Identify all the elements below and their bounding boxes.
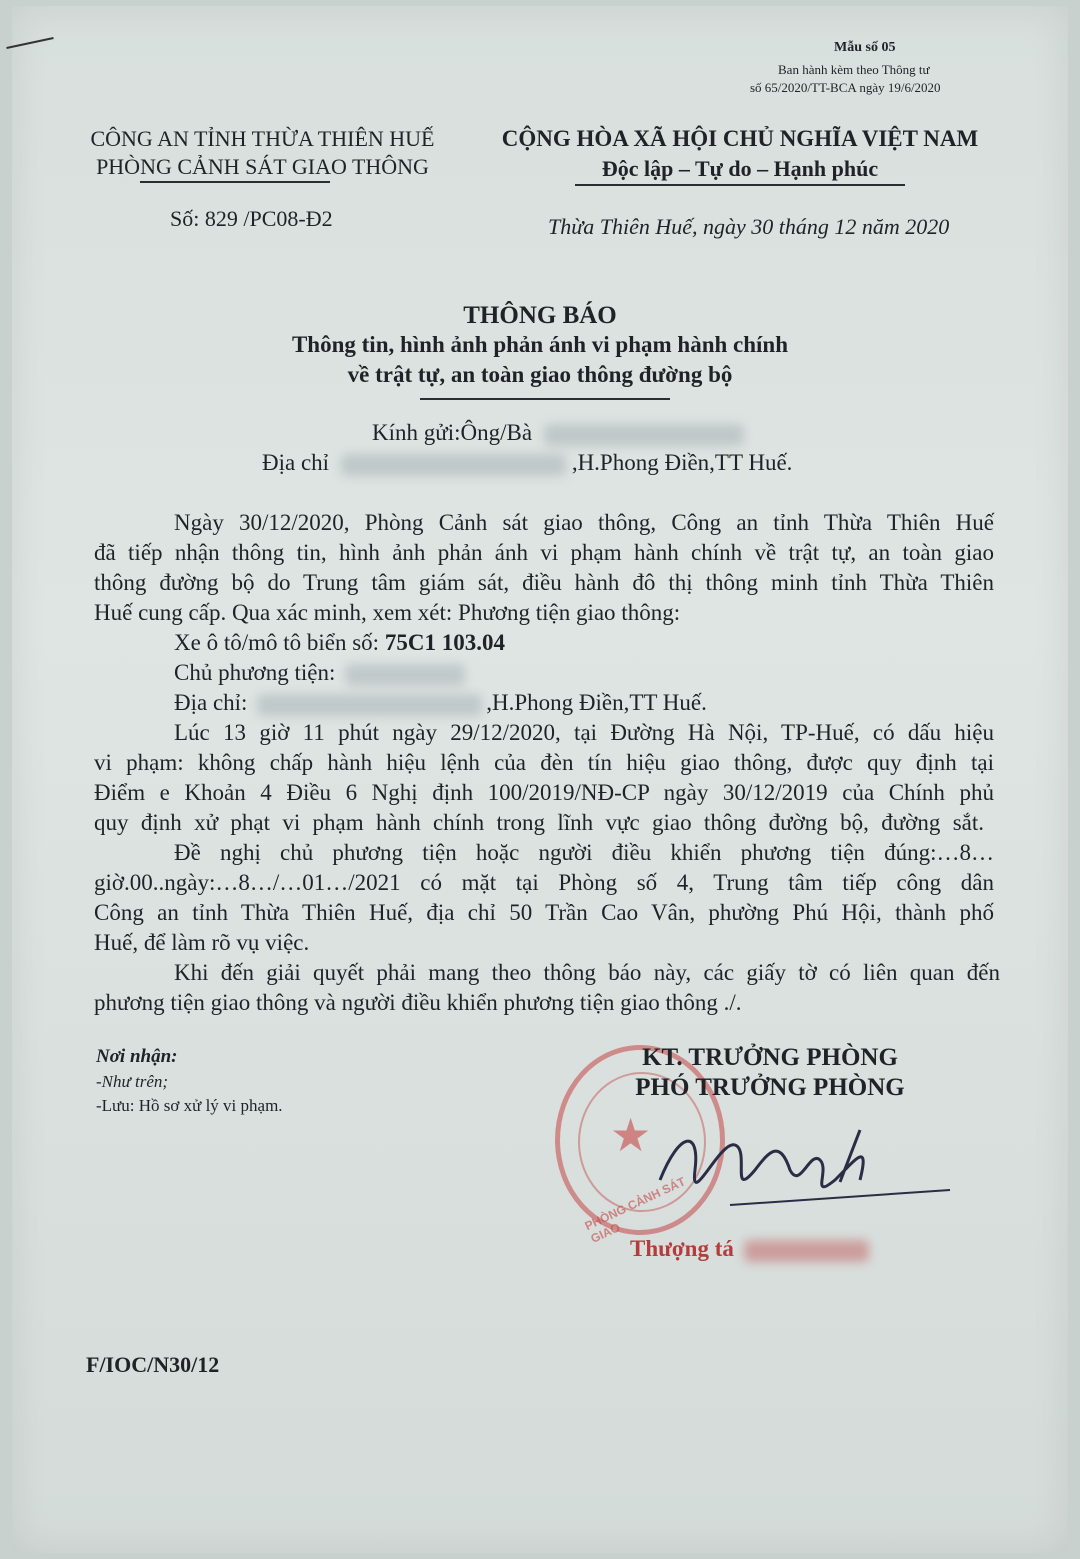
form-issued-by: Ban hành kèm theo Thông tư xyxy=(778,62,930,77)
document-number: Số: 829 /PC08-Đ2 xyxy=(170,206,333,231)
redacted-owner-address xyxy=(257,694,482,716)
department-underline xyxy=(140,181,330,183)
address-label: Địa chỉ xyxy=(262,450,330,475)
footer-code: F/IOC/N30/12 xyxy=(86,1352,220,1377)
recipient-item-2: -Lưu: Hồ sơ xử lý vi phạm. xyxy=(96,1096,283,1115)
owner-address-line xyxy=(174,688,707,718)
vehicle-line xyxy=(174,628,505,658)
owner-line xyxy=(174,658,465,688)
signer-rank-line xyxy=(630,1236,869,1262)
body-p4-line2: phương tiện giao thông và người điều khiển phương tiện giao thông ./. xyxy=(94,990,742,1015)
national-motto: Độc lập – Tự do – Hạnh phúc xyxy=(601,156,879,181)
recipient-line xyxy=(372,420,744,446)
signature-title-2: PHÓ TRƯỞNG PHÒNG xyxy=(635,1074,905,1101)
motto-underline xyxy=(575,184,905,186)
redacted-owner xyxy=(345,664,465,686)
issue-date: Thừa Thiên Huế, ngày 30 tháng 12 năm 2020 xyxy=(548,214,950,239)
recipients-title: Nơi nhận: xyxy=(96,1046,178,1067)
document-subtitle-2: về trật tự, an toàn giao thông đường bộ xyxy=(347,362,733,387)
vehicle-label: Xe ô tô/mô tô biển số: xyxy=(174,630,380,655)
recipient-address-line xyxy=(262,450,792,476)
body-p1-line2: đã tiếp nhận thông tin, hình ảnh phản ánh vi phạm hành chính về trật tự, an toàn giao xyxy=(94,540,994,565)
owner-address-tail: ,H.Phong Điền,TT Huế. xyxy=(486,690,707,715)
signer-rank: Thượng tá xyxy=(630,1236,734,1261)
form-circular: số 65/2020/TT-BCA ngày 19/6/2020 xyxy=(750,80,941,95)
agency-name: CÔNG AN TỈNH THỪA THIÊN HUẾ xyxy=(90,126,435,151)
body-p1-line4: Huế cung cấp. Qua xác minh, xem xét: Phương tiện giao thông: xyxy=(94,600,681,625)
country-name: CỘNG HÒA XÃ HỘI CHỦ NGHĨA VIỆT NAM xyxy=(501,126,979,151)
body-p2-line3: Điểm e Khoản 4 Điều 6 Nghị định 100/2019/NĐ-CP ngày 30/12/2019 của Chính phủ xyxy=(94,780,994,805)
body-p3-line4: Huế, để làm rõ vụ việc. xyxy=(94,930,310,955)
body-p3-line1: Đề nghị chủ phương tiện hoặc người điều khiển phương tiện đúng:…8… xyxy=(174,840,994,865)
form-number: Mẫu số 05 xyxy=(834,40,896,55)
redacted-name xyxy=(544,424,744,446)
seal-text: PHÒNG CẢNH SÁT GIAO xyxy=(582,1174,688,1246)
body-p3-line2: giờ.00..ngày:…8…/…01…/2021 có mặt tại Phòng số 4, Trung tâm tiếp công dân xyxy=(94,870,994,895)
redacted-signer-name xyxy=(744,1240,869,1262)
recipient-item-1: -Như trên; xyxy=(96,1072,169,1091)
body-p2-line4: quy định xử phạt vi phạm hành chính trong lĩnh vực giao thông đường bộ, đường sắt. xyxy=(94,810,984,835)
body-p2-line1: Lúc 13 giờ 11 phút ngày 29/12/2020, tại Đường Hà Nội, TP-Huế, có dấu hiệu xyxy=(174,720,994,745)
body-p2-line2: vi phạm: không chấp hành hiệu lệnh của đèn tín hiệu giao thông, được quy định tại xyxy=(94,750,994,775)
owner-address-label: Địa chỉ: xyxy=(174,690,248,715)
department-name: PHÒNG CẢNH SÁT GIAO THÔNG xyxy=(96,154,429,179)
body-p1-line3: thông đường bộ do Trung tâm giám sát, điều hành đô thị thông minh tỉnh Thừa Thiên xyxy=(94,570,994,595)
body-p1-line1: Ngày 30/12/2020, Phòng Cảnh sát giao thông, Công an tỉnh Thừa Thiên Huế xyxy=(174,510,994,535)
redacted-address xyxy=(341,454,566,476)
body-p3-line3: Công an tỉnh Thừa Thiên Huế, địa chỉ 50 Trần Cao Vân, phường Phú Hội, thành phố xyxy=(94,900,994,925)
license-plate: 75C1 103.04 xyxy=(384,630,505,655)
seal-star-icon: ★ xyxy=(610,1110,652,1161)
address-tail: ,H.Phong Điền,TT Huế. xyxy=(571,450,793,475)
title-underline xyxy=(420,398,670,400)
signature-title-1: KT. TRƯỞNG PHÒNG xyxy=(642,1044,898,1071)
document-subtitle-1: Thông tin, hình ảnh phản ánh vi phạm hành chính xyxy=(291,332,789,357)
document-title: THÔNG BÁO xyxy=(463,302,617,329)
recipient-label: Kính gửi:Ông/Bà xyxy=(372,420,533,445)
owner-label: Chủ phương tiện: xyxy=(174,660,336,685)
body-p4-line1: Khi đến giải quyết phải mang theo thông báo này, các giấy tờ có liên quan đến xyxy=(174,960,1000,985)
